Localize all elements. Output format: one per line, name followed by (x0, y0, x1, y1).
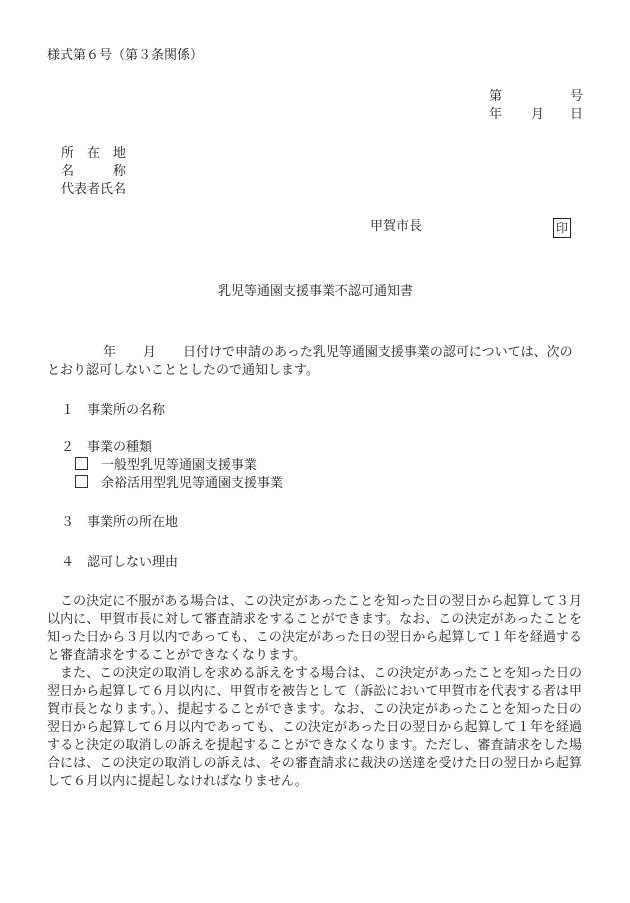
seal-mark: 印 (553, 218, 571, 238)
notice-paragraph-1: この決定に不服がある場合は、この決定があったことを知った日の翌日から起算して３月以内に、甲賀市長に対して審査請求をすることができます。なお、この決定があったことを知った日から３月以内であっても、この決定があった日の翌日から起算して１年を経過すると審査請求をすることができなくなります。 (47, 594, 582, 663)
intro-year: 年 (103, 345, 117, 360)
item-business-type: ２ 事業の種類 (61, 440, 153, 455)
notice-paragraph-2: また、この決定の取消しを求める訴えをする場合は、この決定があったことを知った日の翌日から起算して６月以内に、甲賀市を被告として（訴訟において甲賀市を代表する者は甲賀市長となります。）、提起することができます。なお、この決定があったことを知った日の翌日から起算して６月以内であっても、この決定があった日の翌日から起算して１年を経過すると決定の取消しの訴えを提起することができなくなります。ただし、審査請求をした場合には、この決定の取消しの訴えは、その審査請求に裁決の送達を受けた日の翌日から起算して６月以内に提起しなければなりません。 (47, 666, 582, 789)
recipient-address-label: 所 在 地 (61, 146, 127, 161)
doc-number-prefix: 第 (489, 89, 503, 104)
option-general-type-label: 一般型乳児等通園支援事業 (101, 458, 258, 473)
item-reason: ４ 認可しない理由 (61, 555, 179, 570)
date-year: 年 (489, 107, 503, 122)
recipient-representative-label: 代表者氏名 (61, 182, 127, 197)
date-day: 日 (570, 107, 584, 122)
item-office-location: ３ 事業所の所在地 (61, 515, 179, 530)
checkbox-icon (75, 475, 88, 488)
intro-line-2: とおり認可しないこととしたので通知します。 (47, 363, 319, 378)
option-general-type (75, 457, 257, 475)
item-office-name: １ 事業所の名称 (61, 403, 166, 418)
recipient-name-label: 名 称 (61, 164, 127, 179)
form-number: 様式第６号（第３条関係） (47, 48, 204, 63)
intro-line-1: 日付けで申請のあった乳児等通園支援事業の認可については、次の (183, 345, 573, 360)
date-month: 月 (531, 107, 545, 122)
option-surplus-type (75, 475, 283, 493)
checkbox-icon (75, 457, 88, 470)
issuer-title: 甲賀市長 (370, 219, 423, 234)
intro-month: 月 (143, 345, 157, 360)
doc-number-suffix: 号 (570, 89, 584, 104)
option-surplus-type-label: 余裕活用型乳児等通園支援事業 (101, 476, 284, 491)
document-title: 乳児等通園支援事業不認可通知書 (218, 284, 414, 299)
